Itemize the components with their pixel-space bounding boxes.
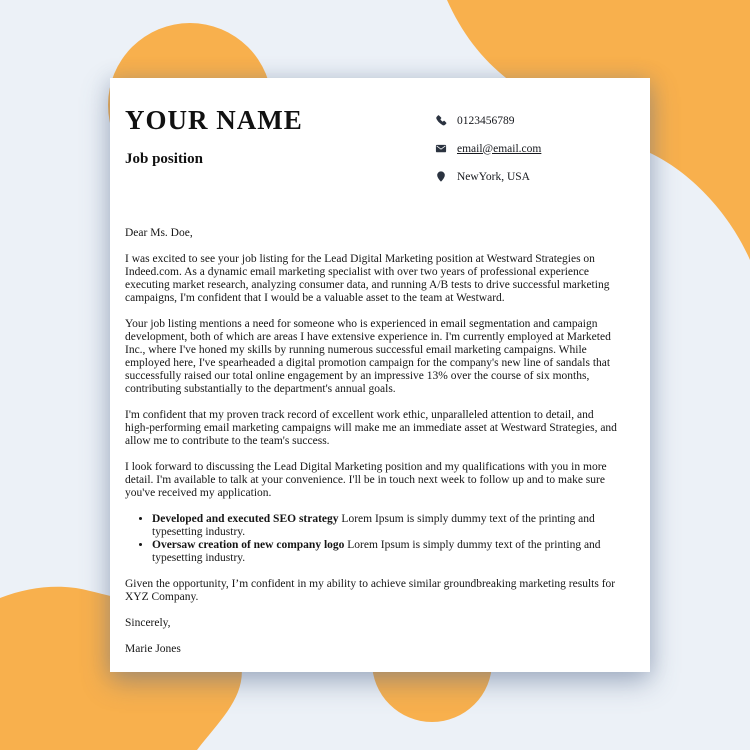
signature-name: Marie Jones [125,643,181,655]
sign-off: Sincerely, [125,617,171,629]
paragraph-2: Your job listing mentions a need for someone who is experienced in email segmentation and campaign development, both of which are areas I have extensive experience in. I'm currently employed at Marketed Inc., where I've honed my skills by running numerous successful email marketing campaigns. While employed here, I've spearheaded a digital promotion campaign for the company's new line of sandals that successfully raised our total online engagement by an impressive 13% over the course of six months, contributing substantially to the department's annual goals. [125,318,611,395]
identity-block [125,105,303,168]
bullet-item [152,539,620,565]
letter-header [125,105,620,183]
paragraph-1: I was excited to see your job listing for the Lead Digital Marketing position at Westward Strategies on Indeed.com. As a dynamic email marketing specialist with over two years of professional experience executing market research, analyzing consumer data, and running A/B tests to drive successful marketing campaigns, I'm confident that I would be a valuable asset to the team at Westward. [125,253,610,304]
bullet-bold-text: Developed and executed SEO strategy [152,513,339,525]
contact-block [435,114,620,183]
contact-row-phone [435,114,620,127]
location-value: NewYork, USA [457,170,530,183]
contact-row-location [435,170,620,183]
phone-icon [435,114,447,127]
bullet-regular-text: Lorem Ipsum is simply dummy text of the printing and typesetting industry. [152,539,601,564]
phone-value: 0123456789 [457,114,515,127]
paragraph-3: I'm confident that my proven track record of excellent work ethic, unparalleled attention to detail, and high-performing email marketing campaigns will make me an immediate asset at Westward Strategies, and allow me to contribute to the team's success. [125,409,617,447]
job-position: Job position [125,151,203,167]
letter-body [125,227,620,656]
email-icon [435,142,447,155]
email-value[interactable]: email@email.com [457,142,542,155]
cover-letter-document [110,78,650,672]
achievement-list [125,513,620,565]
paragraph-4: I look forward to discussing the Lead Digital Marketing position and my qualifications with you in more detail. I'm available to talk at your convenience. I'll be in touch next week to follow up and to make sure you've received my application. [125,461,607,499]
closing-paragraph: Given the opportunity, I’m confident in my ability to achieve similar groundbreaking marketing results for XYZ Company. [125,578,616,603]
contact-row-email [435,142,620,155]
salutation: Dear Ms. Doe, [125,227,193,239]
bullet-item [152,513,620,539]
name-heading: YOUR NAME [125,105,303,135]
location-icon [435,170,447,183]
bullet-bold-text: Oversaw creation of new company logo [152,539,345,551]
bullet-regular-text: Lorem Ipsum is simply dummy text of the printing and typesetting industry. [152,513,595,538]
